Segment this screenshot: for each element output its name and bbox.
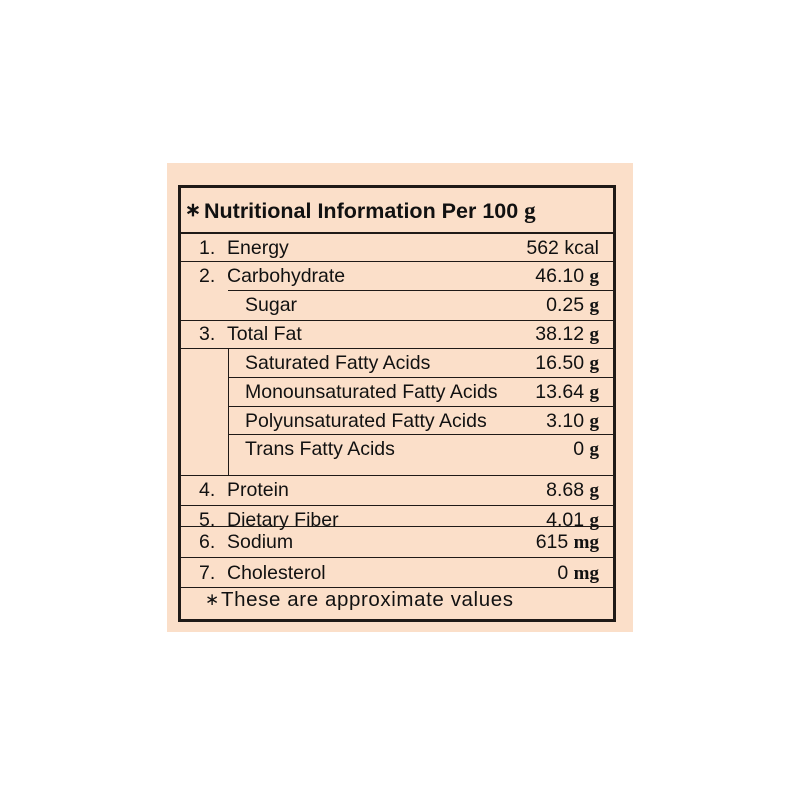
title-text: Nutritional Information Per 100 <box>204 199 519 223</box>
nutrient-value: 0.25 <box>546 294 585 316</box>
asterisk-icon: ∗ <box>205 590 220 609</box>
nutrient-value: 615 <box>535 531 569 553</box>
nutrient-unit: g <box>589 382 599 403</box>
nutrient-value: 46.10 <box>535 265 585 287</box>
table-title <box>181 188 613 234</box>
row-number: 3. <box>199 323 216 345</box>
nutrient-row-energy <box>181 234 613 262</box>
nutrient-name: Cholesterol <box>227 562 326 584</box>
nutrient-value: 4.01 <box>546 509 585 531</box>
nutrient-name: Total Fat <box>227 323 302 345</box>
title-unit: g <box>524 198 536 223</box>
nutrient-value: 16.50 <box>535 352 585 374</box>
nutrient-value: 3.10 <box>546 410 585 432</box>
nutrient-unit: mg <box>573 532 599 553</box>
nutrition-table <box>178 185 616 622</box>
nutrient-unit: g <box>589 439 599 460</box>
nutrient-name: Carbohydrate <box>227 265 346 287</box>
row-number: 7. <box>199 562 216 584</box>
nutrient-row-polyunsaturated-fatty-acids <box>181 407 613 435</box>
row-number: 6. <box>199 531 216 553</box>
row-number: 4. <box>199 479 216 501</box>
nutrient-name: Energy <box>227 237 289 259</box>
nutrient-value: 562 <box>526 237 559 259</box>
nutrient-value: 8.68 <box>546 479 585 501</box>
row-number: 5. <box>199 509 216 531</box>
nutrient-unit: g <box>589 324 599 345</box>
nutrient-row-sodium <box>181 527 613 558</box>
nutrient-value: 0 <box>557 562 569 584</box>
nutrient-value: 38.12 <box>535 323 585 345</box>
nutrient-row-sugar <box>181 291 613 320</box>
nutrient-value: 0 <box>573 438 585 460</box>
nutrient-unit: g <box>589 266 599 287</box>
nutrient-unit: g <box>589 411 599 432</box>
nutrient-row-trans-fatty-acids <box>181 435 613 463</box>
nutrient-unit: kcal <box>564 237 599 259</box>
nutrient-name: Sodium <box>227 531 294 553</box>
row-number: 1. <box>199 237 216 259</box>
nutrient-row-cholesterol <box>181 558 613 589</box>
nutrient-name: Protein <box>227 479 289 501</box>
nutrient-name: Trans Fatty Acids <box>245 438 395 460</box>
nutrient-name: Sugar <box>245 294 298 316</box>
nutrient-unit: g <box>589 295 599 316</box>
nutrient-name: Dietary Fiber <box>227 509 339 531</box>
nutrient-unit: mg <box>573 563 599 584</box>
nutrient-row-protein <box>181 476 613 505</box>
nutrient-name: Saturated Fatty Acids <box>245 352 431 374</box>
nutrient-row-monounsaturated-fatty-acids <box>181 378 613 407</box>
nutrient-name: Monounsaturated Fatty Acids <box>245 381 498 403</box>
nutrient-row-saturated-fatty-acids <box>181 349 613 378</box>
nutrient-unit: g <box>589 510 599 531</box>
nutrient-name: Polyunsaturated Fatty Acids <box>245 410 487 432</box>
nutrient-unit: g <box>589 480 599 501</box>
footnote-text: These are approximate values <box>221 588 514 611</box>
asterisk-icon: ∗ <box>185 200 201 221</box>
row-number: 2. <box>199 265 216 287</box>
nutrient-value: 13.64 <box>535 381 585 403</box>
nutrient-row-carbohydrate <box>181 262 613 290</box>
nutrient-row-total-fat <box>181 321 613 348</box>
nutrient-unit: g <box>589 353 599 374</box>
